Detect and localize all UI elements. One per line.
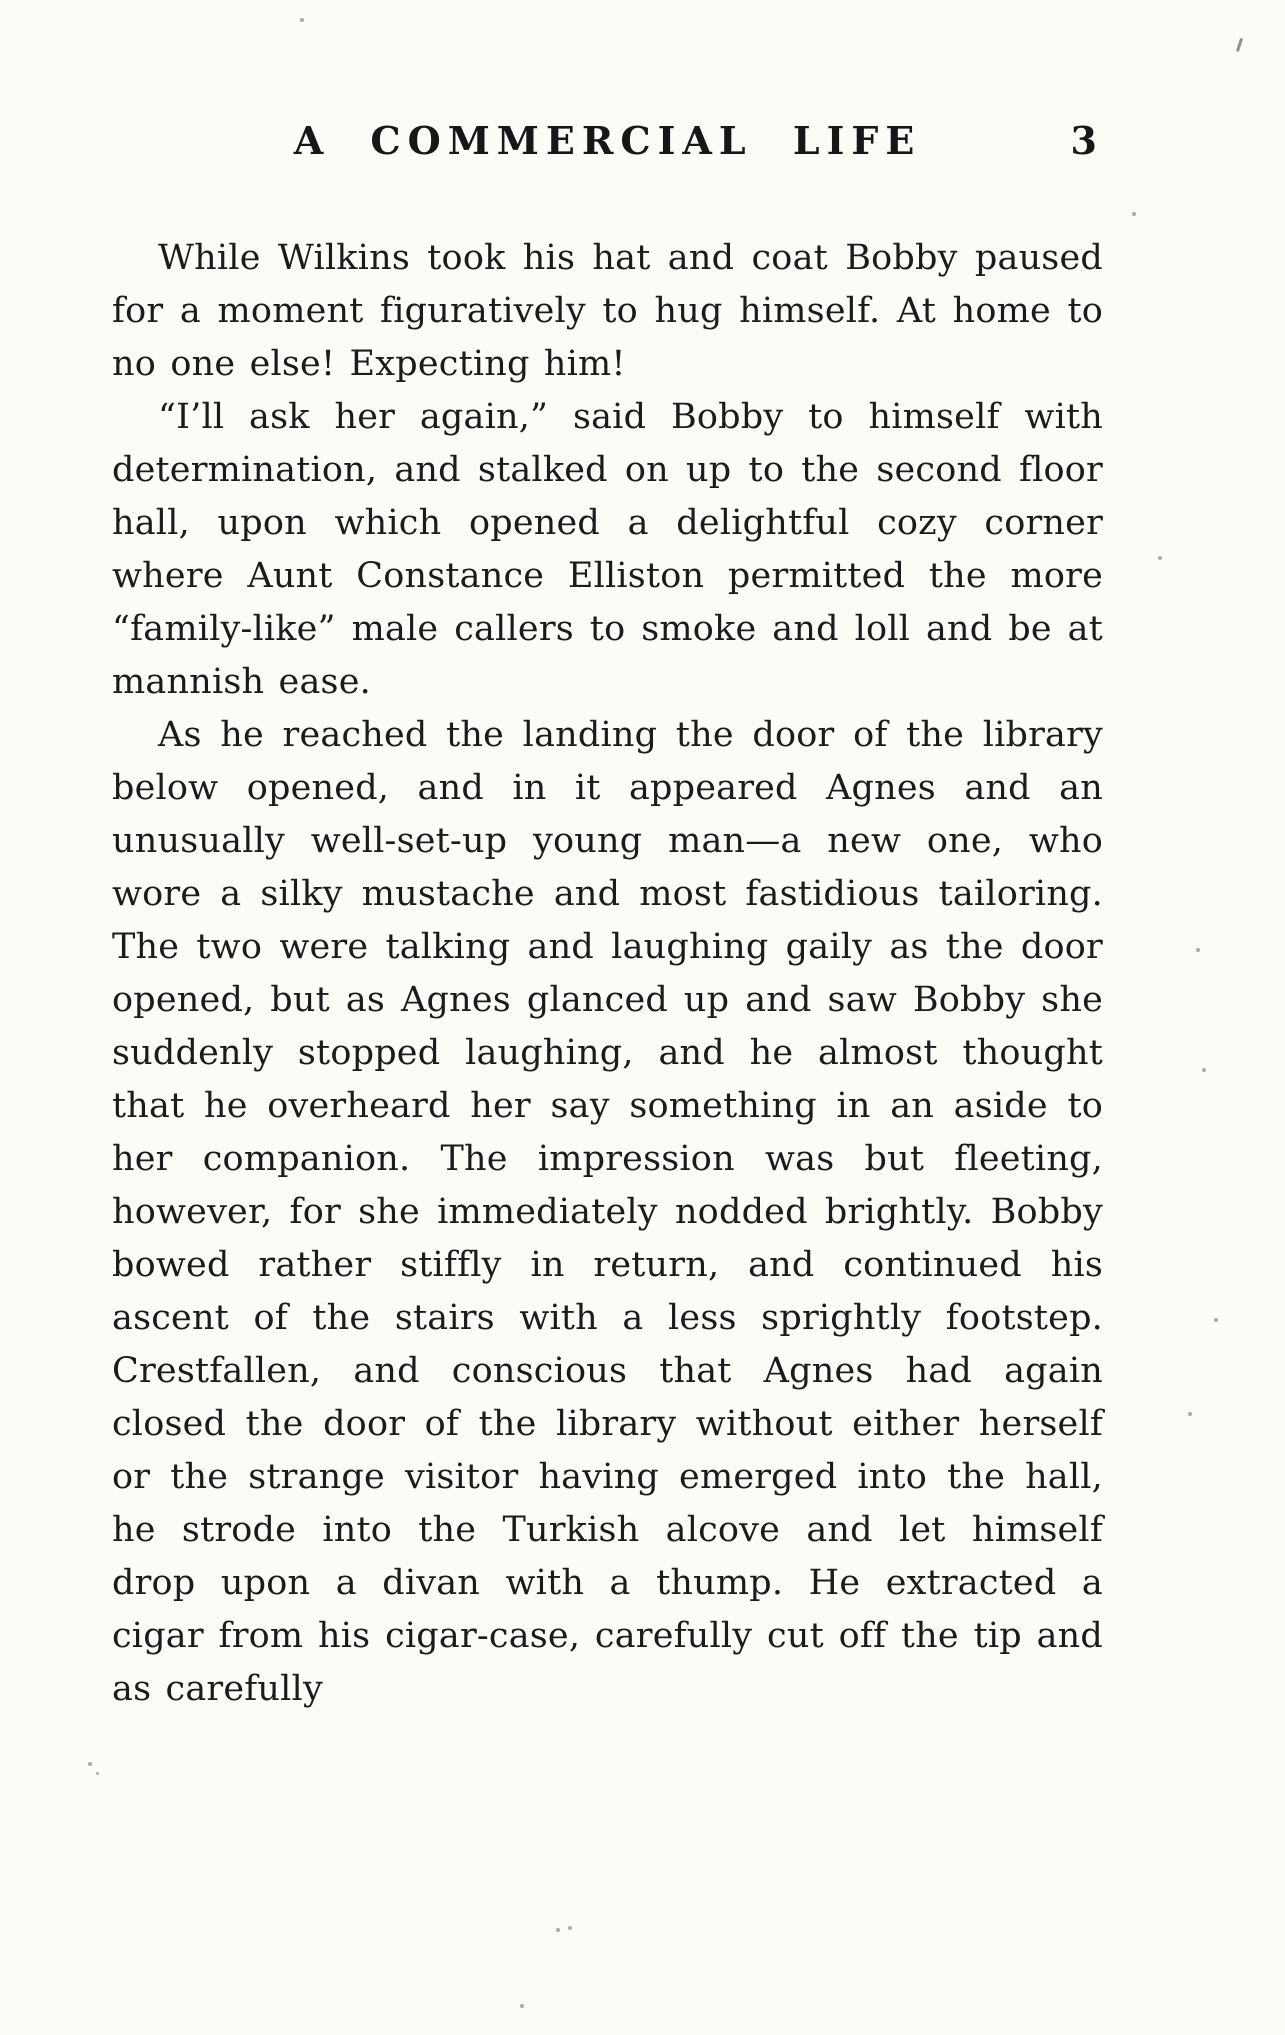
scan-artifact [1188,1412,1192,1416]
scan-artifact [520,2004,524,2008]
scan-artifact [300,18,304,22]
scan-artifact [1158,556,1162,560]
scan-artifact [1132,212,1136,216]
scan-artifact [1196,948,1200,952]
scan-artifact [556,1928,560,1932]
scan-artifact [88,1762,92,1766]
paragraph: “I’ll ask her again,” said Bobby to himself with determination, and stalked on up to the second floor hall, upon which opened a delightful cozy corner where Aunt Constance Elliston permitted the more “family-like” male callers to smoke and loll and be at mannish ease. [112,397,1103,702]
scan-artifact [96,1772,99,1775]
running-header [112,118,1103,172]
scan-artifact [1236,38,1243,52]
body-text [112,232,1103,1716]
page-number: 3 [1070,118,1097,163]
chapter-title: A COMMERCIAL LIFE [293,118,922,163]
scan-artifact [1202,1068,1206,1072]
scan-artifact [1214,1318,1218,1322]
scan-artifact [568,1926,572,1930]
paragraph: As he reached the landing the door of the library below opened, and in it appeared Agnes and an unusually well-set-up young man—a new one, who wore a silky mustache and most fastidious tailoring. The two were talking and laughing gaily as the door opened, but as Agnes glanced up and saw Bobby she suddenly stopped laughing, and he almost thought that he overheard her say something in an aside to her companion. The impression was but fleeting, however, for she immediately nodded brightly. Bobby bowed rather stiffly in return, and continued his ascent of the stairs with a less sprightly footstep. Crestfallen, and conscious that Agnes had again closed the door of the library without either herself or the strange visitor having emerged into the hall, he strode into the Turkish alcove and let himself drop upon a divan with a thump. He extracted a cigar from his cigar-case, carefully cut off the tip and as carefully [112,715,1103,1709]
paragraph: While Wilkins took his hat and coat Bobby paused for a moment figuratively to hug himself. At home to no one else! Expecting him! [112,238,1103,384]
